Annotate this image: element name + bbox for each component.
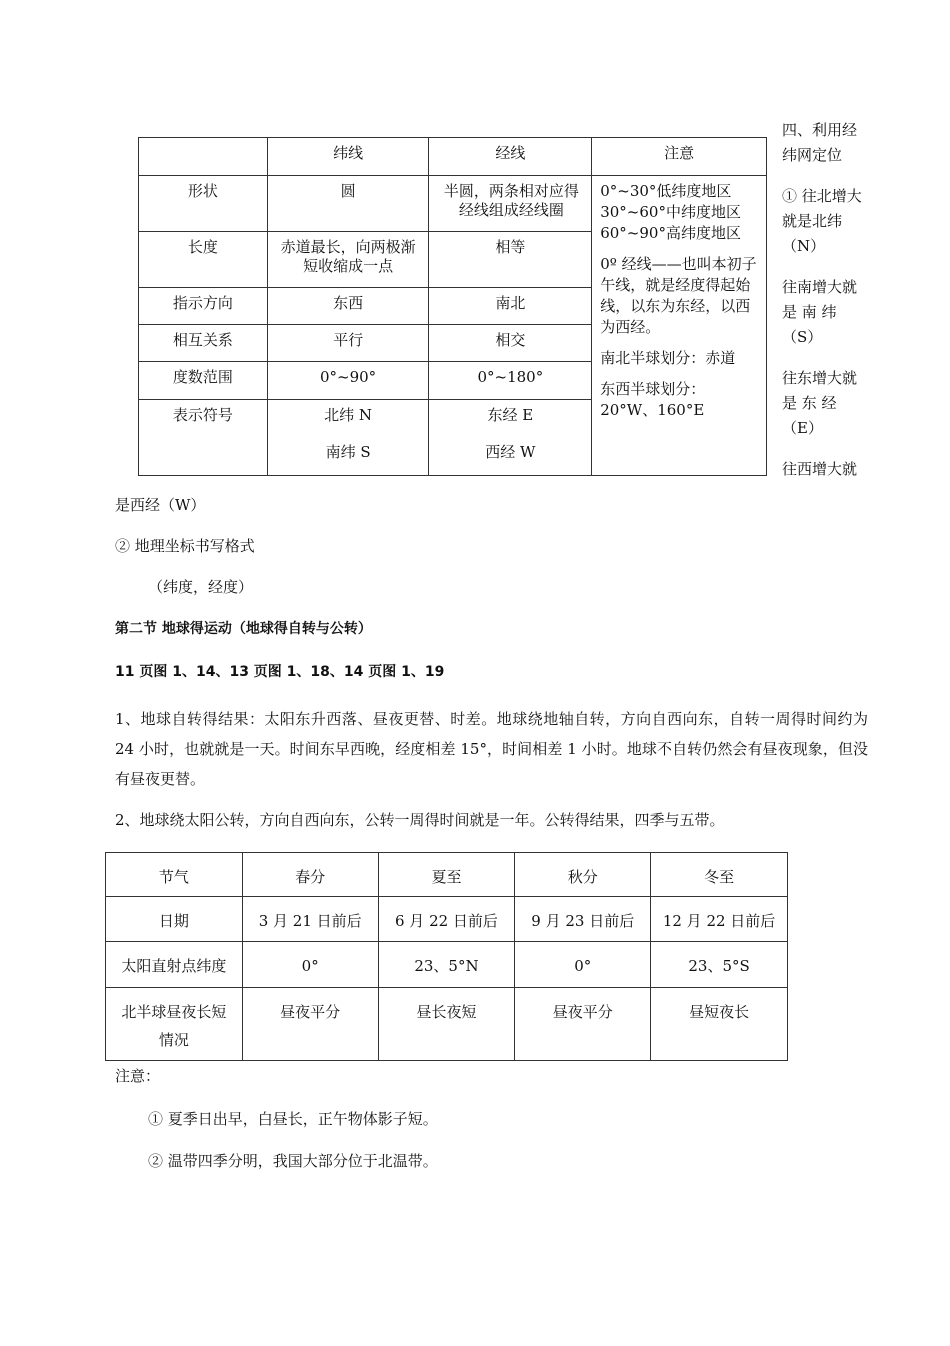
table1-latitude-cell: 东西 — [267, 288, 429, 325]
table2-cell: 0° — [242, 942, 378, 988]
table1-latitude-cell: 平行 — [267, 325, 429, 362]
coordinate-format: （纬度，经度） — [148, 578, 254, 596]
sidebar-east: 往东增大就是 东 经（E） — [782, 369, 858, 437]
table2-cell: 昼长夜短 — [378, 988, 515, 1061]
sidebar-title: 四、利用经纬网定位 — [782, 121, 858, 164]
note-label: 注意： — [115, 1067, 161, 1085]
table2-cell: 9 月 23 日前后 — [515, 897, 651, 942]
table2-cell: 23、5°S — [651, 942, 788, 988]
table1-header-longitude: 经线 — [429, 138, 592, 176]
table1-header-empty — [139, 138, 268, 176]
note-low-latitude: 0°~30°低纬度地区 — [600, 182, 732, 200]
table1-longitude-cell: 半圆，两条相对应得经线组成经线圈 — [429, 176, 592, 232]
table1-longitude-cell — [429, 400, 592, 476]
table1-notes-cell — [592, 176, 767, 476]
south-latitude-symbol: 南纬 S — [325, 443, 371, 461]
sidebar-south: 往南增大就是 南 纬（S） — [782, 278, 858, 346]
table2-header: 冬至 — [651, 853, 788, 897]
table2-cell: 6 月 22 日前后 — [378, 897, 515, 942]
note-temperate-zone: ② 温带四季分明，我国大部分位于北温带。 — [148, 1152, 438, 1170]
table1-longitude-cell: 南北 — [429, 288, 592, 325]
table2-cell: 昼夜平分 — [515, 988, 651, 1061]
sidebar-north: ① 往北增大就是北纬（N） — [782, 187, 862, 255]
note-east-west-value: 20°W、160°E — [600, 401, 705, 419]
table1-longitude-cell: 0°~180° — [429, 362, 592, 400]
table1-latitude-cell: 赤道最长，向两极渐短收缩成一点 — [267, 232, 429, 288]
paragraph-revolution: 2、地球绕太阳公转，方向自西向东，公转一周得时间就是一年。公转得结果，四季与五带。 — [115, 811, 725, 829]
west-longitude-symbol: 西经 W — [485, 443, 536, 461]
north-latitude-symbol: 北纬 N — [324, 406, 373, 424]
table1-row-label: 指示方向 — [139, 288, 268, 325]
table2-header: 夏至 — [378, 853, 515, 897]
solar-terms-table — [105, 852, 788, 1061]
table2-cell: 0° — [515, 942, 651, 988]
table1-row-label: 相互关系 — [139, 325, 268, 362]
note-latitude-zones — [600, 181, 760, 244]
paragraph-rotation: 1、地球自转得结果：太阳东升西落、昼夜更替、时差。地球绕地轴自转，方向自西向东，自转一周得时间约为 24 小时，也就就是一天。时间东早西晚，经度相差 15°，时间相差 1 小时。地球不自转仍然会有昼夜现象，但没有昼夜更替。 — [115, 710, 868, 788]
latitude-longitude-table — [138, 137, 767, 476]
table2-row-label: 太阳直射点纬度 — [106, 942, 243, 988]
table1-longitude-cell: 相交 — [429, 325, 592, 362]
east-longitude-symbol: 东经 E — [487, 406, 534, 424]
sidebar-west-end: 是西经（W） — [115, 496, 206, 514]
table1-header-notes: 注意 — [592, 138, 767, 176]
note-prime-meridian: 0º 经线——也叫本初子午线，就是经度得起始线，以东为东经，以西为西经。 — [600, 255, 757, 336]
sidebar-west-start: 往西增大就 — [782, 460, 858, 478]
note-summer: ① 夏季日出早，白昼长，正午物体影子短。 — [148, 1110, 438, 1128]
note-east-west-hemisphere — [600, 379, 760, 421]
table1-row-label: 表示符号 — [139, 400, 268, 476]
table1-row-label: 形状 — [139, 176, 268, 232]
note-north-south-hemisphere: 南北半球划分：赤道 — [600, 349, 736, 367]
table2-row-label: 北半球昼夜长短情况 — [106, 988, 243, 1061]
table2-cell: 昼短夜长 — [651, 988, 788, 1061]
table2-header: 秋分 — [515, 853, 651, 897]
section-title: 第二节 地球得运动（地球得自转与公转） — [115, 621, 372, 637]
table2-cell: 昼夜平分 — [242, 988, 378, 1061]
table1-header-latitude: 纬线 — [267, 138, 429, 176]
note-east-west-label: 东西半球划分： — [600, 380, 706, 398]
coordinate-format-title: ② 地理坐标书写格式 — [115, 537, 255, 555]
table2-header: 春分 — [242, 853, 378, 897]
grid-positioning-sidebar — [782, 118, 868, 498]
table1-row-label: 长度 — [139, 232, 268, 288]
note-mid-latitude: 30°~60°中纬度地区 — [600, 203, 741, 221]
table1-latitude-cell: 圆 — [267, 176, 429, 232]
table2-cell: 3 月 21 日前后 — [242, 897, 378, 942]
table2-cell: 23、5°N — [378, 942, 515, 988]
table2-header: 节气 — [106, 853, 243, 897]
table1-latitude-cell — [267, 400, 429, 476]
figure-references: 11 页图 1、14、13 页图 1、18、14 页图 1、19 — [115, 664, 445, 680]
table2-cell: 12 月 22 日前后 — [651, 897, 788, 942]
table2-row-label: 日期 — [106, 897, 243, 942]
note-high-latitude: 60°~90°高纬度地区 — [600, 224, 741, 242]
table1-longitude-cell: 相等 — [429, 232, 592, 288]
table1-latitude-cell: 0°~90° — [267, 362, 429, 400]
table1-row-label: 度数范围 — [139, 362, 268, 400]
